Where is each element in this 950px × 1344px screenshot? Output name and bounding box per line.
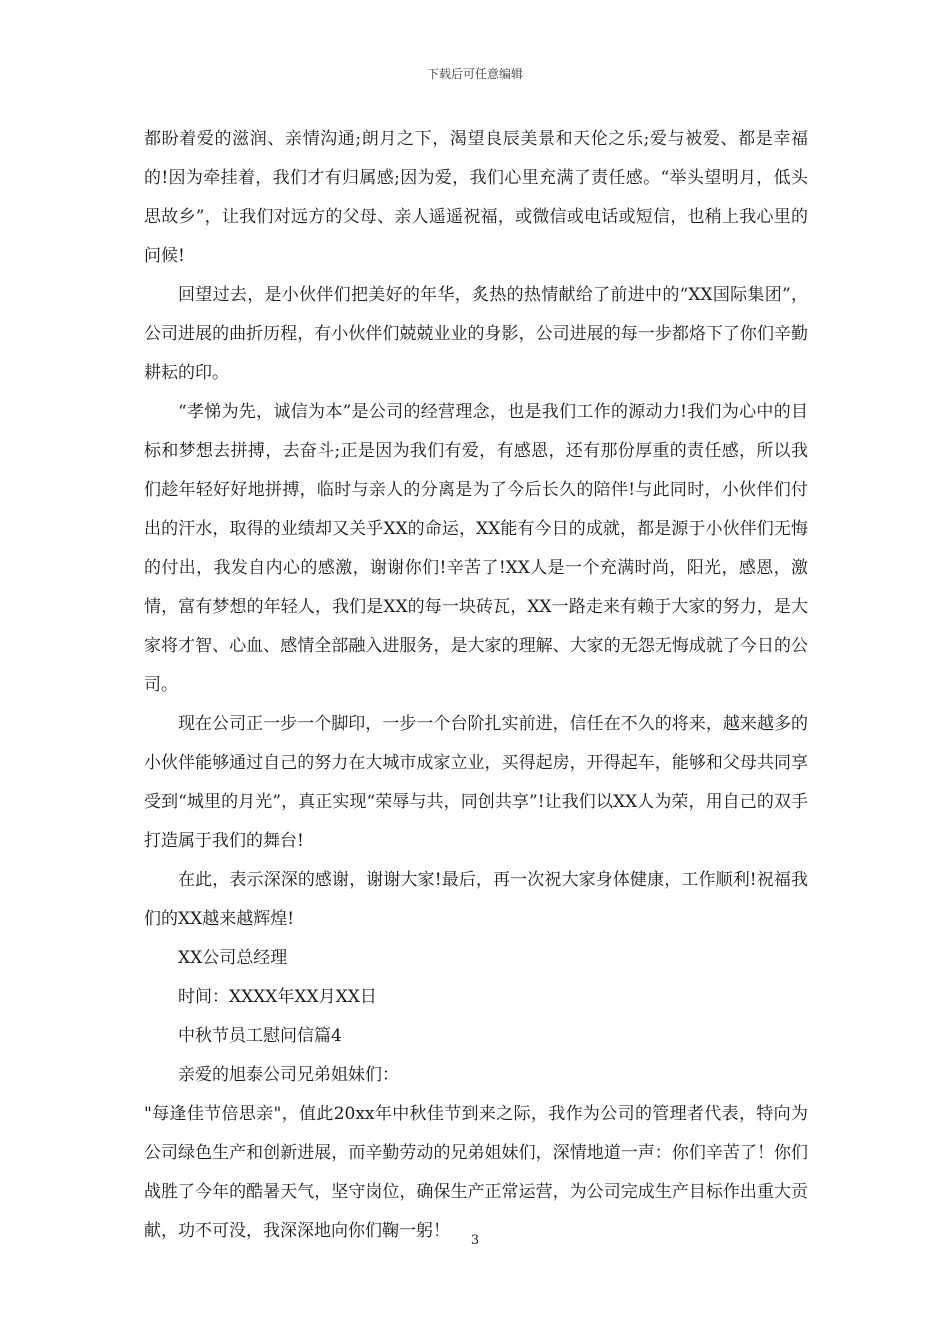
signature-date: 时间：XXXX年XX月XX日 bbox=[178, 987, 377, 1007]
section-title: 中秋节员工慰问信篇4 bbox=[178, 1026, 342, 1046]
paragraph-looking-back: 回望过去，是小伙伴们把美好的年华，炙热的热情献给了前进中的“XX国际集团”，公司进展的曲折历程，有小伙伴们兢兢业业的身影，公司进展的每一步都烙下了你们辛勤耕耘的印。 bbox=[144, 285, 808, 383]
page-header: 下载后可任意编辑 bbox=[426, 67, 523, 81]
page-number: 3 bbox=[470, 1233, 480, 1248]
paragraph-company-philosophy: “孝悌为先，诚信为本”是公司的经营理念，也是我们工作的源动力!我们为心中的目标和梦想去拼搏，去奋斗;正是因为我们有爱，有感恩，还有那份厚重的责任感，所以我们趁年轻好好地拼搏，临时与亲人的分离是为了今后长久的陪伴!与此同时，小伙伴们付出的汗水，取得的业绩却又关乎XX的命运，XX能有今日的成就，都是源于小伙伴们无悔的付出，我发自内心的感激，谢谢你们!辛苦了!XX人是一个充满时尚，阳光，感恩，激情，富有梦想的年轻人，我们是XX的每一块砖瓦，XX一路走来有赖于大家的努力，是大家将才智、心血、感情全部融入进服务，是大家的理解、大家的无怨无悔成就了今日的公司。 bbox=[144, 402, 808, 695]
paragraph-future: 现在公司正一步一个脚印，一步一个台阶扎实前进，信任在不久的将来，越来越多的小伙伴能够通过自己的努力在大城市成家立业，买得起房，开得起车，能够和父母共同享受到“城里的月光”，真正实现“荣辱与共，同创共享”!让我们以XX人为荣，用自己的双手打造属于我们的舞台! bbox=[144, 714, 808, 851]
document-body bbox=[144, 120, 808, 1251]
paragraph-greeting: "每逢佳节倍思亲"，值此20xx年中秋佳节到来之际，我作为公司的管理者代表，特向为公司绿色生产和创新进展，而辛勤劳动的兄弟姐妹们，深情地道一声：你们辛苦了！你们战胜了今年的酷暑天气，坚守岗位，确保生产正常运营，为公司完成生产目标作出重大贡献，功不可没，我深深地向你们鞠一躬！ bbox=[144, 1104, 808, 1241]
salutation: 亲爱的旭泰公司兄弟姐妹们： bbox=[178, 1065, 399, 1085]
signature-title: XX公司总经理 bbox=[178, 948, 288, 968]
paragraph-continuation: 都盼着爱的滋润、亲情沟通;朗月之下，渴望良辰美景和天伦之乐;爱与被爱、都是幸福的!因为牵挂着，我们才有归属感;因为爱，我们心里充满了责任感。“举头望明月，低头思故乡”，让我们对远方的父母、亲人遥遥祝福，或微信或电话或短信，也稍上我心里的问候! bbox=[144, 129, 808, 266]
paragraph-thanks: 在此，表示深深的感谢，谢谢大家!最后，再一次祝大家身体健康，工作顺利!祝福我们的XX越来越辉煌! bbox=[144, 870, 808, 929]
